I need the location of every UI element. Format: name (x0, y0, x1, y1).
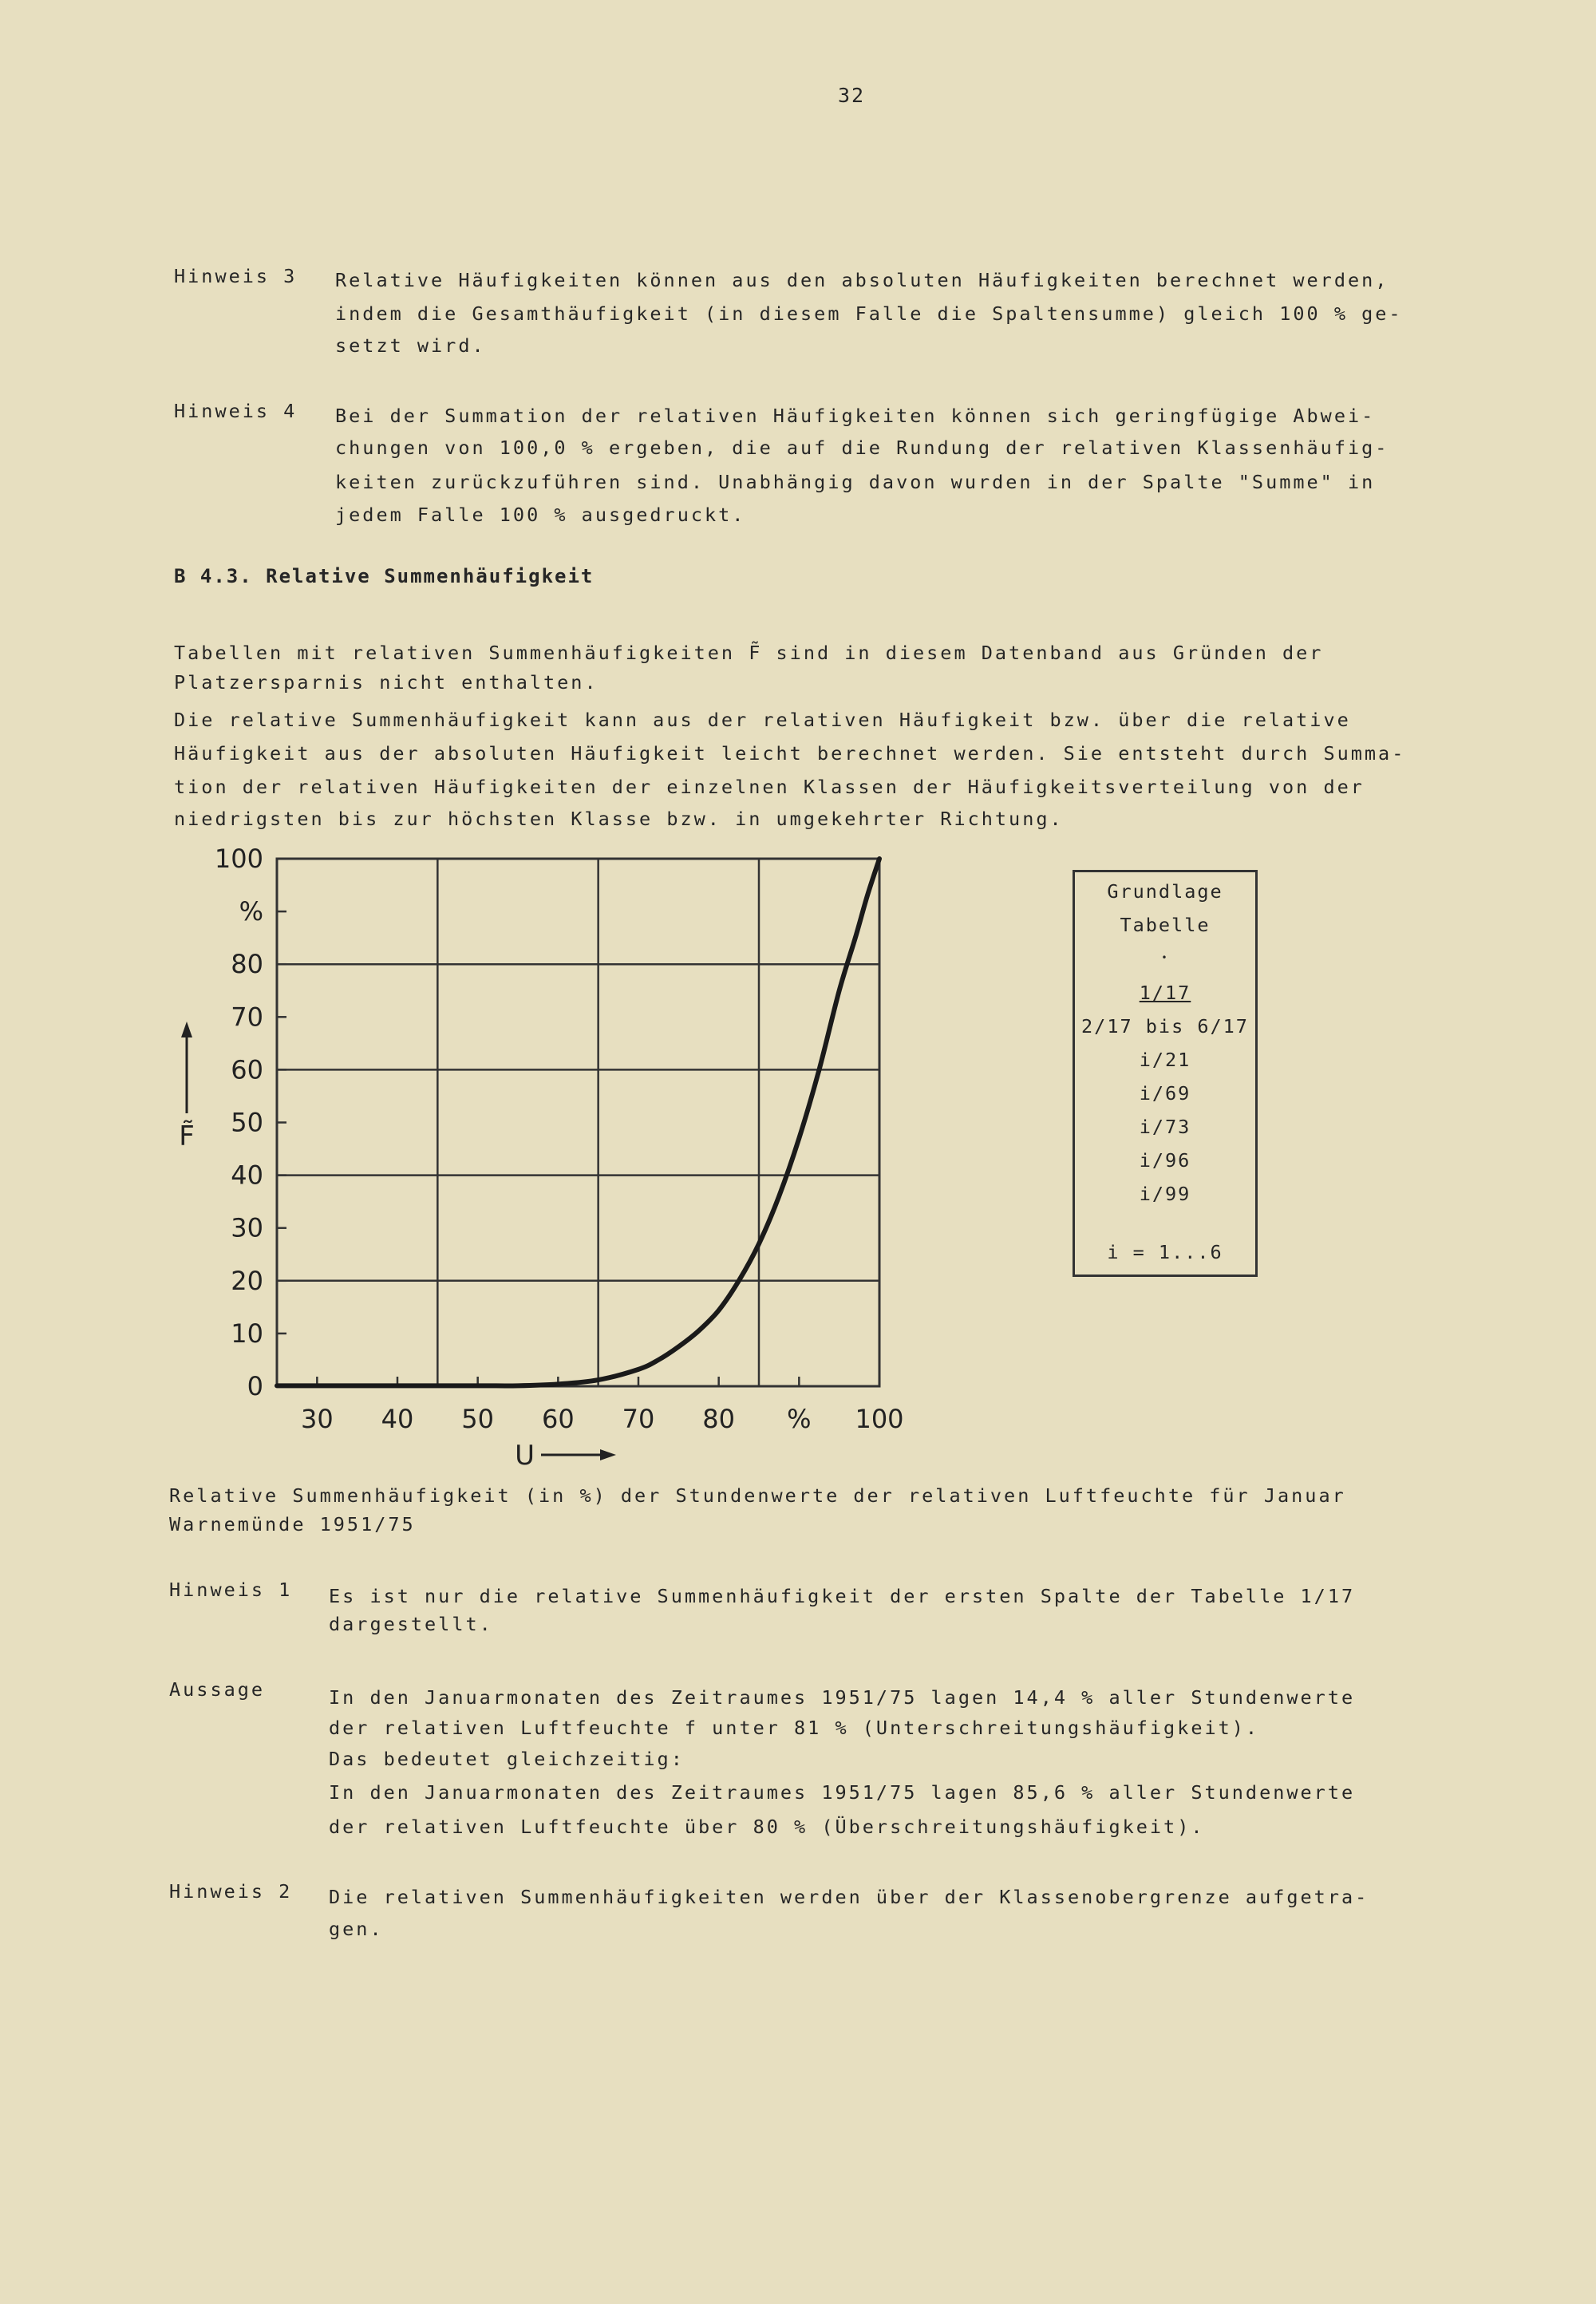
box-entry: i/69 (1139, 1082, 1191, 1105)
y-tick-label: 70 (231, 1002, 263, 1033)
note-label-hinweis-3: Hinweis 3 (174, 265, 298, 287)
x-axis-arrow-icon (541, 1449, 616, 1460)
intro-line: niedrigsten bis zur höchsten Klasse bzw. in umgekehrter Richtung. (174, 808, 1064, 830)
note-line: Relative Häufigkeiten können aus den absoluten Häufigkeiten berechnet werden, (335, 269, 1389, 291)
y-tick-label: 80 (231, 949, 263, 980)
x-tick-label: 80 (702, 1404, 736, 1434)
note-line: gen. (329, 1918, 384, 1940)
intro-line: Platzersparnis nicht enthalten. (174, 671, 598, 694)
x-tick-label: 100 (855, 1404, 904, 1434)
box-entry: i/73 (1139, 1116, 1191, 1138)
note-label-hinweis-1: Hinweis 1 (169, 1579, 293, 1601)
box-entry: i/99 (1139, 1183, 1191, 1205)
cumulative-frequency-chart (160, 842, 926, 1480)
note-line: Die relativen Summenhäufigkeiten werden über der Klassenobergrenze aufgetra- (329, 1886, 1369, 1908)
note-label-aussage: Aussage (169, 1678, 266, 1701)
intro-line: Tabellen mit relativen Summenhäufigkeiten F̃ sind in diesem Datenband aus Gründen der (174, 642, 1324, 664)
box-entry: i/96 (1139, 1149, 1191, 1172)
y-tick-label: 30 (231, 1212, 263, 1243)
note-line: Das bedeutet gleichzeitig: (329, 1748, 685, 1770)
y-tick-label: 20 (231, 1265, 263, 1296)
note-line: In den Januarmonaten des Zeitraumes 1951/75 lagen 85,6 % aller Stundenwerte (329, 1781, 1356, 1804)
box-entry: i/21 (1139, 1049, 1191, 1071)
y-axis-arrow-icon (181, 1022, 192, 1113)
x-axis-label: U (515, 1440, 535, 1472)
box-subtitle: Tabelle (1120, 914, 1211, 936)
section-heading: B 4.3. Relative Summenhäufigkeit (174, 565, 595, 587)
x-tick-label: 50 (461, 1404, 495, 1434)
box-footer: i = 1...6 (1107, 1241, 1223, 1263)
note-line: Bei der Summation der relativen Häufigkeiten können sich geringfügige Abwei- (335, 405, 1376, 427)
box-entry: 2/17 bis 6/17 (1081, 1015, 1249, 1037)
y-tick-label: 40 (231, 1160, 263, 1191)
note-line: der relativen Luftfeuchte über 80 % (Überschreitungshäufigkeit). (329, 1816, 1205, 1838)
series-line (277, 859, 879, 1385)
plot-frame (277, 859, 879, 1386)
box-title: Grundlage (1107, 880, 1223, 903)
note-line: keiten zurückzuführen sind. Unabhängig davon wurden in der Spalte "Summe" in (335, 471, 1376, 493)
x-tick-label: 30 (300, 1404, 334, 1434)
note-line: dargestellt. (329, 1613, 493, 1635)
figure-caption-line: Relative Summenhäufigkeit (in %) der Stundenwerte der relativen Luftfeuchte für Januar (169, 1484, 1346, 1507)
note-line: der relativen Luftfeuchte f unter 81 % (Unterschreitungshäufigkeit). (329, 1717, 1260, 1739)
y-tick-label: 100 (214, 844, 263, 874)
intro-line: Die relative Summenhäufigkeit kann aus der relativen Häufigkeit bzw. über die relative (174, 709, 1351, 731)
y-tick-label: 0 (247, 1371, 263, 1401)
y-tick-label: % (239, 896, 263, 927)
note-label-hinweis-4: Hinweis 4 (174, 400, 298, 422)
intro-line: Häufigkeit aus der absoluten Häufigkeit leicht berechnet werden. Sie entsteht durch Summa- (174, 742, 1406, 765)
y-axis-label: F̃ (179, 1120, 195, 1152)
x-tick-label: 60 (541, 1404, 575, 1434)
y-tick-label: 10 (231, 1318, 263, 1349)
x-tick-label: 70 (622, 1404, 655, 1434)
intro-line: tion der relativen Häufigkeiten der einzelnen Klassen der Häufigkeitsverteilung von der (174, 776, 1365, 798)
source-table-box (1073, 870, 1258, 1277)
x-tick-label: % (787, 1404, 812, 1434)
note-line: indem die Gesamthäufigkeit (in diesem Falle die Spaltensumme) gleich 100 % ge- (335, 302, 1403, 325)
note-label-hinweis-2: Hinweis 2 (169, 1880, 293, 1903)
note-line: jedem Falle 100 % ausgedruckt. (335, 504, 746, 526)
box-entry: 1/17 (1139, 982, 1191, 1004)
page-number: 32 (838, 84, 866, 107)
y-tick-label: 60 (231, 1054, 263, 1085)
box-dot: • (1161, 952, 1169, 963)
note-line: Es ist nur die relative Summenhäufigkeit der ersten Spalte der Tabelle 1/17 (329, 1585, 1356, 1607)
x-tick-label: 40 (381, 1404, 414, 1434)
figure-caption-line: Warnemünde 1951/75 (169, 1513, 416, 1535)
note-line: chungen von 100,0 % ergeben, die auf die Rundung der relativen Klassenhäufig- (335, 437, 1389, 459)
note-line: setzt wird. (335, 334, 486, 357)
y-tick-label: 50 (231, 1107, 263, 1138)
note-line: In den Januarmonaten des Zeitraumes 1951/75 lagen 14,4 % aller Stundenwerte (329, 1686, 1356, 1709)
